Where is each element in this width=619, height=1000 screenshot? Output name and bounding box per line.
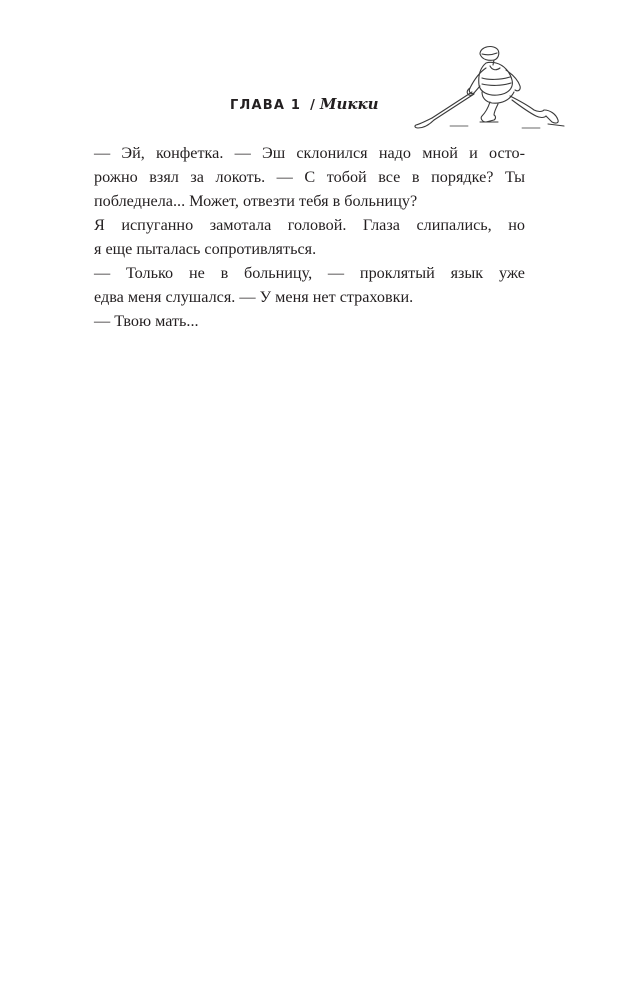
header-separator: / (310, 98, 315, 113)
body-text (94, 141, 525, 333)
text-line: едва меня слушался. — У меня нет страховки. (94, 288, 414, 306)
chapter-label: ГЛАВА 1 (230, 98, 302, 113)
text-line: — Твою мать... (94, 312, 199, 330)
text-line: — Эй, конфетка. — Эш склонился надо мной и осто- (94, 144, 525, 162)
paragraph (94, 141, 525, 213)
paragraph (94, 261, 525, 309)
text-line: я еще пыталась сопротивляться. (94, 240, 317, 258)
text-line: побледнела... Может, отвезти тебя в больницу? (94, 192, 418, 210)
hockey-player-icon (410, 40, 570, 132)
paragraph (94, 309, 525, 333)
text-line: Я испуганно замотала головой. Глаза слипались, но (94, 216, 525, 234)
running-head (230, 95, 379, 119)
text-line: рожно взял за локоть. — С тобой все в порядке? Ты (94, 168, 525, 186)
text-line: — Только не в больницу, — проклятый язык уже (94, 264, 525, 282)
chapter-name: Микки (319, 95, 379, 113)
paragraph (94, 213, 525, 261)
